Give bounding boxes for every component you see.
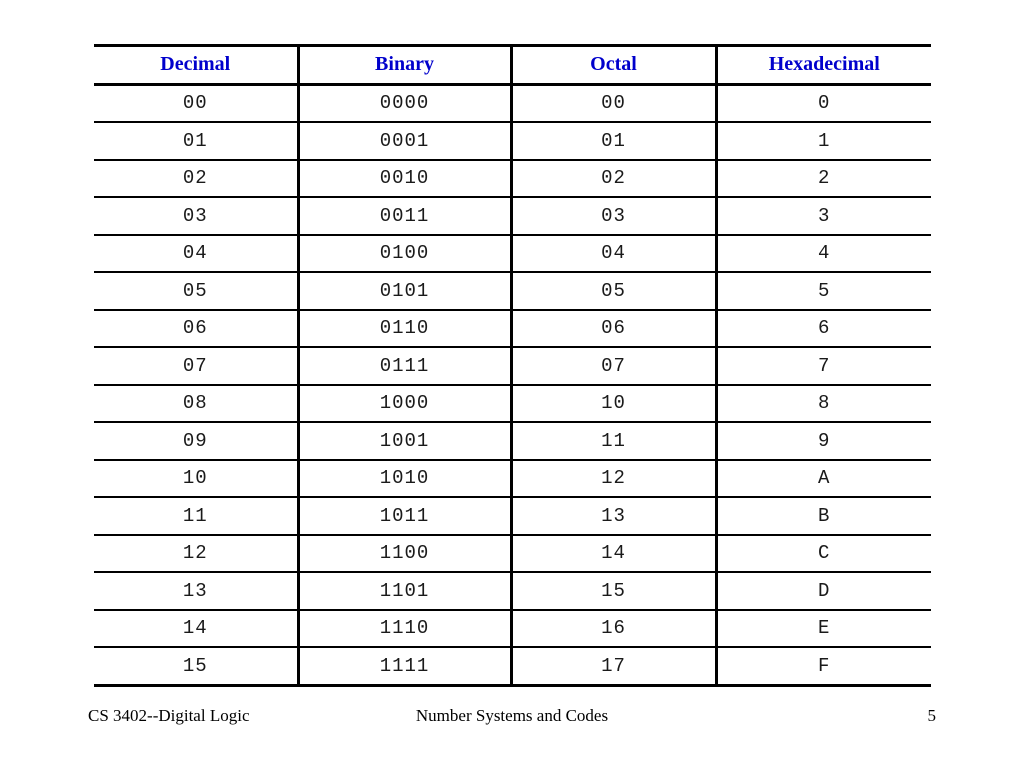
header-binary: Binary bbox=[298, 46, 511, 85]
cell-hexadecimal: 1 bbox=[716, 122, 931, 160]
cell-octal: 01 bbox=[511, 122, 716, 160]
cell-octal: 12 bbox=[511, 460, 716, 498]
cell-octal: 06 bbox=[511, 310, 716, 348]
cell-decimal: 00 bbox=[94, 84, 298, 122]
cell-hexadecimal: A bbox=[716, 460, 931, 498]
cell-hexadecimal: D bbox=[716, 572, 931, 610]
cell-binary: 0110 bbox=[298, 310, 511, 348]
table-row bbox=[94, 647, 931, 685]
table-row bbox=[94, 160, 931, 198]
cell-binary: 1010 bbox=[298, 460, 511, 498]
cell-octal: 07 bbox=[511, 347, 716, 385]
table-header-row bbox=[94, 46, 931, 85]
table-row bbox=[94, 235, 931, 273]
number-conversion-table bbox=[94, 44, 931, 687]
table-row bbox=[94, 122, 931, 160]
table-row bbox=[94, 497, 931, 535]
cell-decimal: 02 bbox=[94, 160, 298, 198]
cell-binary: 1101 bbox=[298, 572, 511, 610]
cell-decimal: 03 bbox=[94, 197, 298, 235]
table-row bbox=[94, 610, 931, 648]
cell-octal: 16 bbox=[511, 610, 716, 648]
table-row bbox=[94, 572, 931, 610]
cell-binary: 0011 bbox=[298, 197, 511, 235]
table-row bbox=[94, 535, 931, 573]
table-row bbox=[94, 84, 931, 122]
cell-octal: 02 bbox=[511, 160, 716, 198]
cell-decimal: 04 bbox=[94, 235, 298, 273]
cell-decimal: 09 bbox=[94, 422, 298, 460]
cell-octal: 04 bbox=[511, 235, 716, 273]
cell-octal: 10 bbox=[511, 385, 716, 423]
cell-decimal: 15 bbox=[94, 647, 298, 685]
table-row bbox=[94, 460, 931, 498]
cell-decimal: 13 bbox=[94, 572, 298, 610]
cell-binary: 0001 bbox=[298, 122, 511, 160]
cell-hexadecimal: 2 bbox=[716, 160, 931, 198]
cell-binary: 0100 bbox=[298, 235, 511, 273]
header-octal: Octal bbox=[511, 46, 716, 85]
table-row bbox=[94, 197, 931, 235]
cell-decimal: 12 bbox=[94, 535, 298, 573]
cell-decimal: 11 bbox=[94, 497, 298, 535]
cell-decimal: 07 bbox=[94, 347, 298, 385]
cell-binary: 1111 bbox=[298, 647, 511, 685]
cell-hexadecimal: 7 bbox=[716, 347, 931, 385]
cell-octal: 17 bbox=[511, 647, 716, 685]
table-row bbox=[94, 347, 931, 385]
cell-binary: 1000 bbox=[298, 385, 511, 423]
cell-hexadecimal: 5 bbox=[716, 272, 931, 310]
cell-binary: 1011 bbox=[298, 497, 511, 535]
table-row bbox=[94, 310, 931, 348]
cell-binary: 0101 bbox=[298, 272, 511, 310]
header-hexadecimal: Hexadecimal bbox=[716, 46, 931, 85]
cell-binary: 1100 bbox=[298, 535, 511, 573]
cell-octal: 05 bbox=[511, 272, 716, 310]
cell-octal: 14 bbox=[511, 535, 716, 573]
cell-hexadecimal: 9 bbox=[716, 422, 931, 460]
cell-binary: 1110 bbox=[298, 610, 511, 648]
cell-binary: 1001 bbox=[298, 422, 511, 460]
table-row bbox=[94, 385, 931, 423]
cell-hexadecimal: 3 bbox=[716, 197, 931, 235]
cell-hexadecimal: 4 bbox=[716, 235, 931, 273]
cell-octal: 00 bbox=[511, 84, 716, 122]
cell-decimal: 14 bbox=[94, 610, 298, 648]
cell-decimal: 06 bbox=[94, 310, 298, 348]
cell-octal: 11 bbox=[511, 422, 716, 460]
cell-hexadecimal: E bbox=[716, 610, 931, 648]
cell-octal: 03 bbox=[511, 197, 716, 235]
cell-decimal: 05 bbox=[94, 272, 298, 310]
cell-hexadecimal: 0 bbox=[716, 84, 931, 122]
cell-decimal: 01 bbox=[94, 122, 298, 160]
table-row bbox=[94, 272, 931, 310]
cell-decimal: 08 bbox=[94, 385, 298, 423]
page-number: 5 bbox=[927, 706, 936, 725]
table-row bbox=[94, 422, 931, 460]
cell-binary: 0111 bbox=[298, 347, 511, 385]
slide-topic: Number Systems and Codes bbox=[415, 706, 609, 725]
cell-hexadecimal: B bbox=[716, 497, 931, 535]
cell-octal: 15 bbox=[511, 572, 716, 610]
cell-binary: 0000 bbox=[298, 84, 511, 122]
header-decimal: Decimal bbox=[94, 46, 298, 85]
cell-binary: 0010 bbox=[298, 160, 511, 198]
cell-hexadecimal: C bbox=[716, 535, 931, 573]
cell-hexadecimal: 6 bbox=[716, 310, 931, 348]
table-body bbox=[94, 84, 931, 685]
cell-decimal: 10 bbox=[94, 460, 298, 498]
cell-hexadecimal: 8 bbox=[716, 385, 931, 423]
course-title: CS 3402--Digital Logic bbox=[88, 706, 250, 725]
cell-octal: 13 bbox=[511, 497, 716, 535]
cell-hexadecimal: F bbox=[716, 647, 931, 685]
